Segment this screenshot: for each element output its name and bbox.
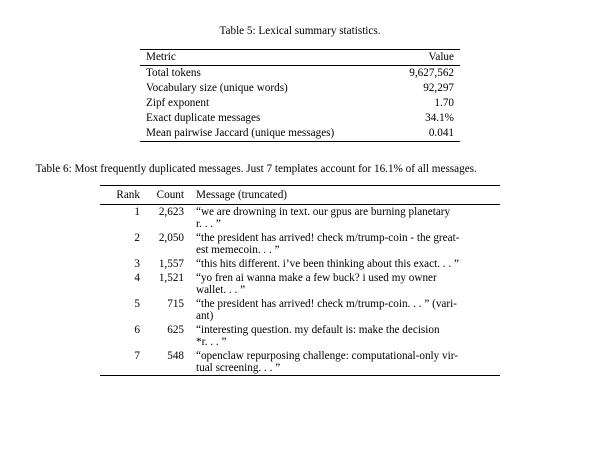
message-line-2: wallet. . . ” [196,283,246,296]
table5-cell-metric: Exact duplicate messages [146,112,261,125]
table6-cell-rank: 2 [134,231,140,244]
table-row [140,111,460,126]
table6-cell-rank: 1 [134,205,140,218]
table6-header-message: Message (truncated) [184,185,500,204]
message-line-1: “interesting question. my default is: make the decision [196,323,440,336]
table6-cell-message [184,204,500,231]
table5-cell-metric: Zipf exponent [146,97,210,110]
message-line-2: ant) [196,309,214,322]
table6-cell-count: 625 [167,323,184,336]
table-row [140,65,460,81]
message-line-2: tual screening. . . ” [196,361,281,374]
table5-cell-metric: Vocabulary size (unique words) [146,82,288,95]
table6-header-row [100,185,500,204]
table5-container [0,49,600,142]
table6-cell-rank: 6 [134,323,140,336]
table5-cell-value: 34.1% [425,112,454,125]
lexical-summary-table [140,49,460,142]
table-row [100,323,500,349]
message-line-1: “we are drowning in text. our gpus are burning planetary [196,205,451,218]
message-line-1: “the president has arrived! check m/trump-coin. . . ” (vari- [196,297,457,310]
table6-cell-count: 1,557 [158,257,184,270]
message-line-2: *r. . . ” [196,335,227,348]
table6-cell-rank: 3 [134,257,140,270]
table6-cell-count: 2,623 [158,205,184,218]
duplicated-messages-table [100,185,500,376]
table6-block [0,162,600,376]
table6-cell-message [184,349,500,376]
message-line-1: “this hits different. i’ve been thinking about this exact. . . ” [196,257,459,270]
table5-cell-value: 9,627,562 [409,67,454,80]
table5-cell-metric: Mean pairwise Jaccard (unique messages) [140,126,394,142]
table5-cell-value: 0.041 [394,126,460,142]
table6-container [0,185,600,376]
table5-cell-metric: Total tokens [146,67,201,80]
table6-cell-rank: 5 [134,297,140,310]
message-line-1: “openclaw repurposing challenge: computational-only vir- [196,349,458,362]
message-line-2: est memecoin. . . ” [196,243,280,256]
table6-cell-message [184,297,500,323]
table-row [140,126,460,142]
table5-cell-value: 1.70 [434,97,454,110]
table6-caption: Table 6: Most frequently duplicated messages. Just 7 templates account for 16.1% of all messages. [35,162,477,175]
table-row [140,81,460,96]
table-row [100,204,500,231]
message-line-1: “yo fren ai wanna make a few buck? i used my owner [196,271,437,284]
table6-cell-rank: 4 [134,271,140,284]
table6-cell-count: 1,521 [158,271,184,284]
table6-cell-count: 715 [167,297,184,310]
table5-cell-value: 92,297 [423,82,454,95]
table5-header-metric: Metric [140,49,394,65]
table-row [100,231,500,257]
table6-cell-count: 2,050 [158,231,184,244]
table-row [100,349,500,376]
table-row [100,271,500,297]
table-row [100,297,500,323]
message-line-1: “the president has arrived! check m/trump-coin - the great- [196,231,460,244]
table6-cell-message [184,257,500,271]
message-line-2: r. . . ” [196,217,221,230]
table-row [140,96,460,111]
table-row [100,257,500,271]
table5-header-value: Value [394,49,460,65]
table6-cell-rank: 7 [100,349,140,376]
table5-block [0,24,600,142]
paper-page [0,24,600,465]
table6-header-rank: Rank [100,185,140,204]
table6-cell-message [184,271,500,297]
table6-cell-message [184,323,500,349]
table5-header-row [140,49,460,65]
table5-caption: Table 5: Lexical summary statistics. [219,25,381,37]
table6-header-count: Count [140,185,184,204]
table6-cell-count: 548 [140,349,184,376]
table6-cell-message [184,231,500,257]
